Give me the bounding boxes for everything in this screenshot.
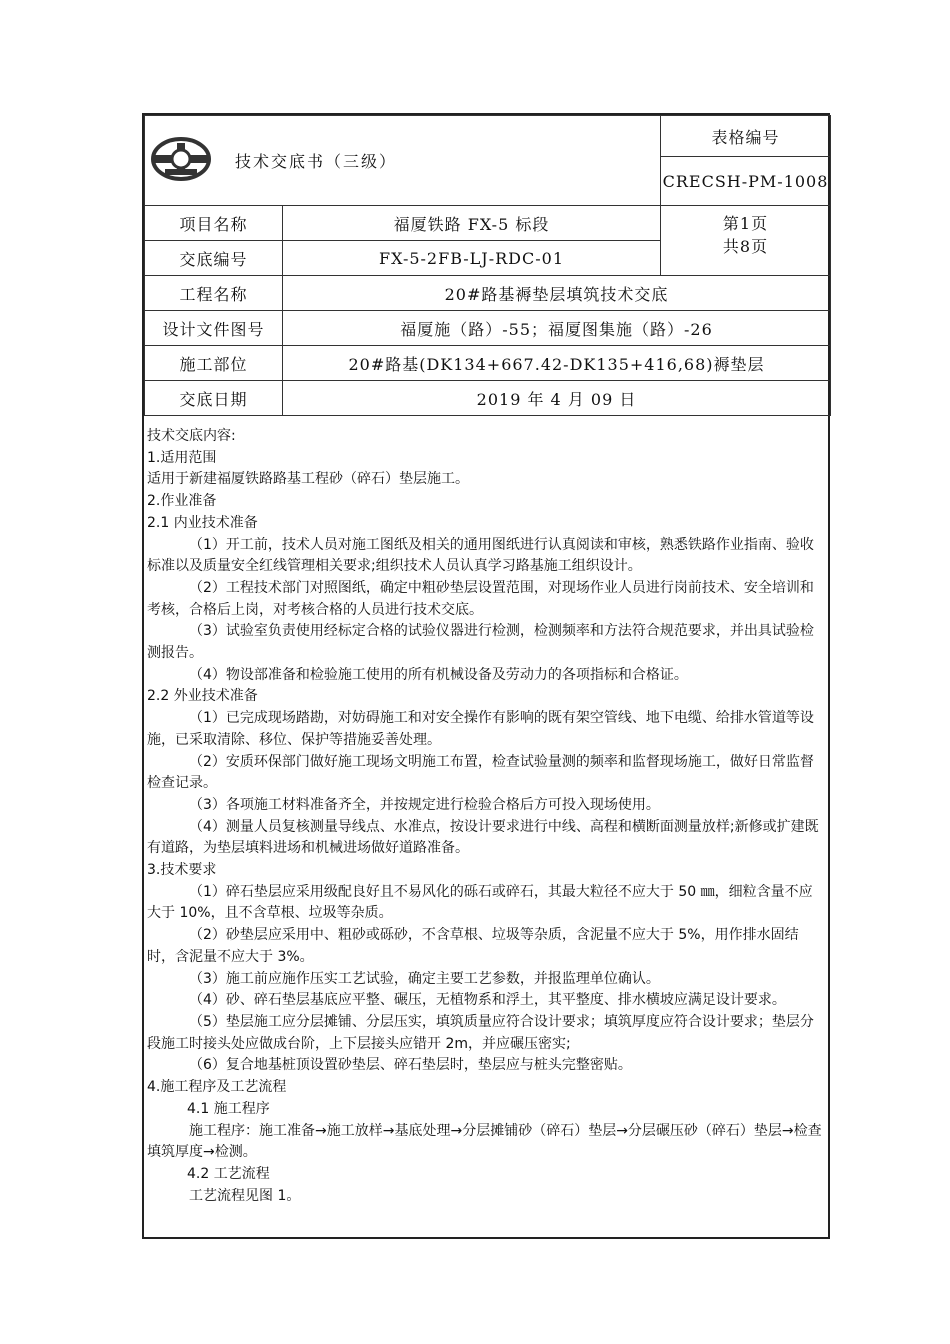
header-table: [144, 115, 831, 416]
document-title: 技术交底书（三级）: [235, 152, 398, 171]
code-value: FX-5-2FB-LJ-RDC-01: [283, 241, 661, 276]
content-body: [144, 416, 828, 1207]
section-2-1-title: 2.1 内业技术准备: [147, 514, 258, 531]
paragraph: （4）测量人员复核测量导线点、水准点，按设计要求进行中线、高程和横断面测量放样;新修或扩建既有道路，为垫层填料进场和机械进场做好道路准备。: [147, 818, 819, 857]
part-label: 施工部位: [145, 346, 283, 381]
paragraph: （1）碎石垫层应采用级配良好且不易风化的砾石或碎石，其最大粒径不应大于 50 ㎜，细粒含量不应大于 10%，且不含草根、垃圾等杂质。: [147, 883, 813, 922]
drawing-label: 设计文件图号: [145, 311, 283, 346]
paragraph: （2）安质环保部门做好施工现场文明施工布置，检查试验量测的频率和监督现场施工，做好日常监督检查记录。: [147, 753, 814, 792]
section-4-1-title: 4.1 施工程序: [187, 1100, 270, 1117]
content-heading: 技术交底内容:: [147, 428, 236, 444]
paragraph: （5）垫层施工应分层摊铺、分层压实，填筑质量应符合设计要求；填筑厚度应符合设计要求；垫层分段施工时接头处应做成台阶，上下层接头应错开 2m，并应碾压密实;: [147, 1013, 814, 1052]
paragraph: （1）开工前，技术人员对施工图纸及相关的通用图纸进行认真阅读和审核，熟悉铁路作业指南、验收标准以及质量安全红线管理相关要求;组织技术人员认真学习路基施工组织设计。: [147, 536, 814, 575]
date-value: 2019 年 4 月 09 日: [283, 381, 831, 416]
code-label: 交底编号: [145, 241, 283, 276]
drawing-value: 福厦施（路）-55；福厦图集施（路）-26: [283, 311, 831, 346]
section-2-title: 2.作业准备: [147, 493, 217, 510]
page-number: 第1页: [722, 214, 769, 233]
paragraph: （3）各项施工材料准备齐全，并按规定进行检验合格后方可投入现场使用。: [189, 796, 660, 813]
paragraph: （4）物设部准备和检验施工使用的所有机械设备及劳动力的各项指标和合格证。: [189, 666, 688, 683]
paragraph: （2）砂垫层应采用中、粗砂或砾砂，不含草根、垃圾等杂质，含泥量不应大于 5%，用作排水固结时，含泥量不应大于 3%。: [147, 927, 799, 965]
section-3-title: 3.技术要求: [147, 862, 217, 879]
form-no-value: CRECSH-PM-1008: [661, 157, 831, 206]
date-label: 交底日期: [145, 381, 283, 416]
form-no-label: 表格编号: [661, 116, 831, 157]
section-4-title: 4.施工程序及工艺流程: [147, 1079, 287, 1096]
page-total: 共8页: [722, 237, 769, 256]
company-logo-icon: [151, 137, 211, 185]
project-label: 项目名称: [145, 206, 283, 241]
work-label: 工程名称: [145, 276, 283, 311]
paragraph: 工艺流程见图 1。: [189, 1187, 301, 1204]
work-value: 20#路基褥垫层填筑技术交底: [283, 276, 831, 311]
project-value: 福厦铁路 FX-5 标段: [283, 206, 661, 241]
paragraph: （4）砂、碎石垫层基底应平整、碾压，无植物系和浮土，其平整度、排水横坡应满足设计要求。: [189, 992, 786, 1009]
document-page: [142, 113, 830, 1239]
paragraph: （3）施工前应施作压实工艺试验，确定主要工艺参数，并报监理单位确认。: [189, 970, 660, 987]
section-4-2-title: 4.2 工艺流程: [187, 1165, 270, 1182]
paragraph: 施工程序：施工准备→施工放样→基底处理→分层摊铺砂（碎石）垫层→分层碾压砂（碎石）垫层→检查填筑厚度→检测。: [147, 1122, 822, 1161]
section-2-2-title: 2.2 外业技术准备: [147, 688, 258, 705]
paragraph: （6）复合地基桩顶设置砂垫层、碎石垫层时，垫层应与桩头完整密贴。: [189, 1057, 632, 1074]
title-cell: [145, 116, 661, 206]
paragraph: （1）已完成现场踏勘，对妨碍施工和对安全操作有影响的既有架空管线、地下电缆、给排水管道等设施，已采取清除、移位、保护等措施妥善处理。: [147, 710, 814, 748]
section-1-title: 1.适用范围: [147, 449, 217, 466]
part-value: 20#路基(DK134+667.42-DK135+416,68)褥垫层: [283, 346, 831, 381]
paragraph: （3）试验室负责使用经标定合格的试验仪器进行检测，检测频率和方法符合规范要求，并出具试验检测报告。: [147, 623, 814, 662]
section-1-text: 适用于新建福厦铁路路基工程砂（碎石）垫层施工。: [147, 471, 469, 488]
page-count-cell: [661, 206, 831, 276]
paragraph: （2）工程技术部门对照图纸，确定中粗砂垫层设置范围，对现场作业人员进行岗前技术、安全培训和考核，合格后上岗，对考核合格的人员进行技术交底。: [147, 579, 814, 618]
